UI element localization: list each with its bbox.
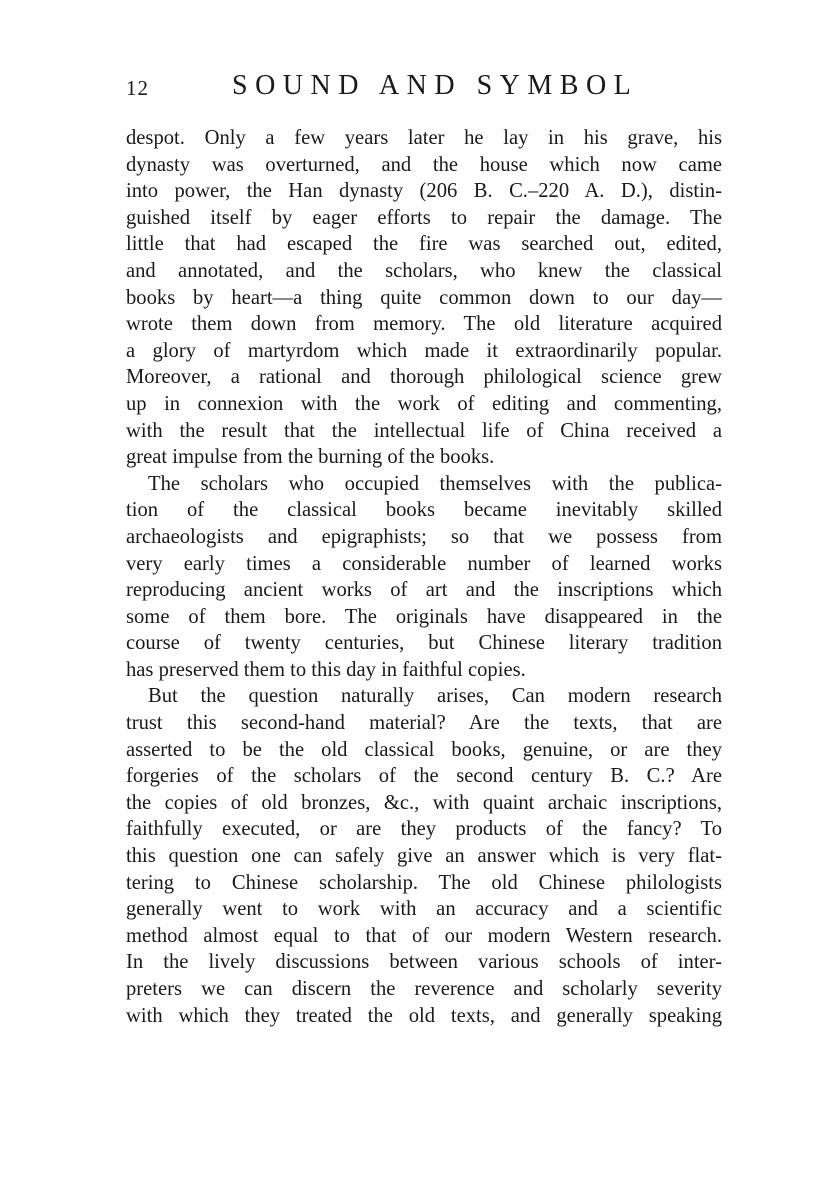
text-line: archaeologists and epigraphists; so that we possess from bbox=[126, 525, 722, 548]
text-line: course of twenty centuries, but Chinese literary tradition bbox=[126, 632, 722, 655]
text-line: asserted to be the old classical books, genuine, or are they bbox=[126, 738, 722, 761]
body-text bbox=[126, 125, 722, 1029]
text-line: In the lively discussions between various schools of inter- bbox=[126, 951, 722, 974]
text-line: method almost equal to that of our modern Western research. bbox=[126, 924, 722, 947]
text-line: wrote them down from memory. The old literature acquired bbox=[126, 313, 722, 336]
text-line: with the result that the intellectual life of China received a bbox=[126, 419, 722, 442]
text-line: dynasty was overturned, and the house which now came bbox=[126, 153, 722, 176]
page-number: 12 bbox=[126, 76, 149, 100]
text-line: little that had escaped the fire was searched out, edited, bbox=[126, 233, 722, 256]
running-title: SOUND AND SYMBOL bbox=[232, 70, 639, 101]
text-line: up in connexion with the work of editing and commenting, bbox=[126, 392, 722, 415]
text-line: into power, the Han dynasty (206 B. C.–220 A. D.), distin- bbox=[126, 180, 722, 203]
text-line: the copies of old bronzes, &c., with quaint archaic inscriptions, bbox=[126, 791, 722, 814]
text-line: But the question naturally arises, Can modern research bbox=[148, 685, 722, 708]
text-line: great impulse from the burning of the books. bbox=[126, 446, 495, 469]
text-line: and annotated, and the scholars, who knew the classical bbox=[126, 259, 722, 282]
text-line: very early times a considerable number of learned works bbox=[126, 552, 722, 575]
text-line: some of them bore. The originals have disappeared in the bbox=[126, 605, 722, 628]
text-line: this question one can safely give an answer which is very flat- bbox=[126, 845, 722, 868]
text-line: generally went to work with an accuracy and a scientific bbox=[126, 898, 722, 921]
text-line: trust this second-hand material? Are the texts, that are bbox=[126, 712, 722, 735]
text-line: preters we can discern the reverence and scholarly severity bbox=[126, 978, 722, 1000]
text-line: forgeries of the scholars of the second century B. C.? Are bbox=[126, 765, 722, 788]
text-line: a glory of martyrdom which made it extraordinarily popular. bbox=[126, 339, 722, 362]
text-line: has preserved them to this day in faithful copies. bbox=[126, 658, 526, 681]
running-head bbox=[126, 70, 726, 110]
text-line: tering to Chinese scholarship. The old Chinese philologists bbox=[126, 871, 722, 894]
text-line: reproducing ancient works of art and the inscriptions which bbox=[126, 579, 722, 602]
text-line: with which they treated the old texts, and generally speaking bbox=[126, 1004, 722, 1027]
text-line: tion of the classical books became inevitably skilled bbox=[126, 499, 722, 522]
text-line: despot. Only a few years later he lay in his grave, his bbox=[126, 127, 722, 149]
text-line: The scholars who occupied themselves with the publica- bbox=[148, 472, 722, 495]
text-line: Moreover, a rational and thorough philological science grew bbox=[126, 366, 722, 389]
text-line: books by heart—a thing quite common down to our day— bbox=[126, 286, 722, 309]
text-line: guished itself by eager efforts to repair the damage. The bbox=[126, 206, 722, 229]
text-line: faithfully executed, or are they products of the fancy? To bbox=[126, 818, 722, 841]
